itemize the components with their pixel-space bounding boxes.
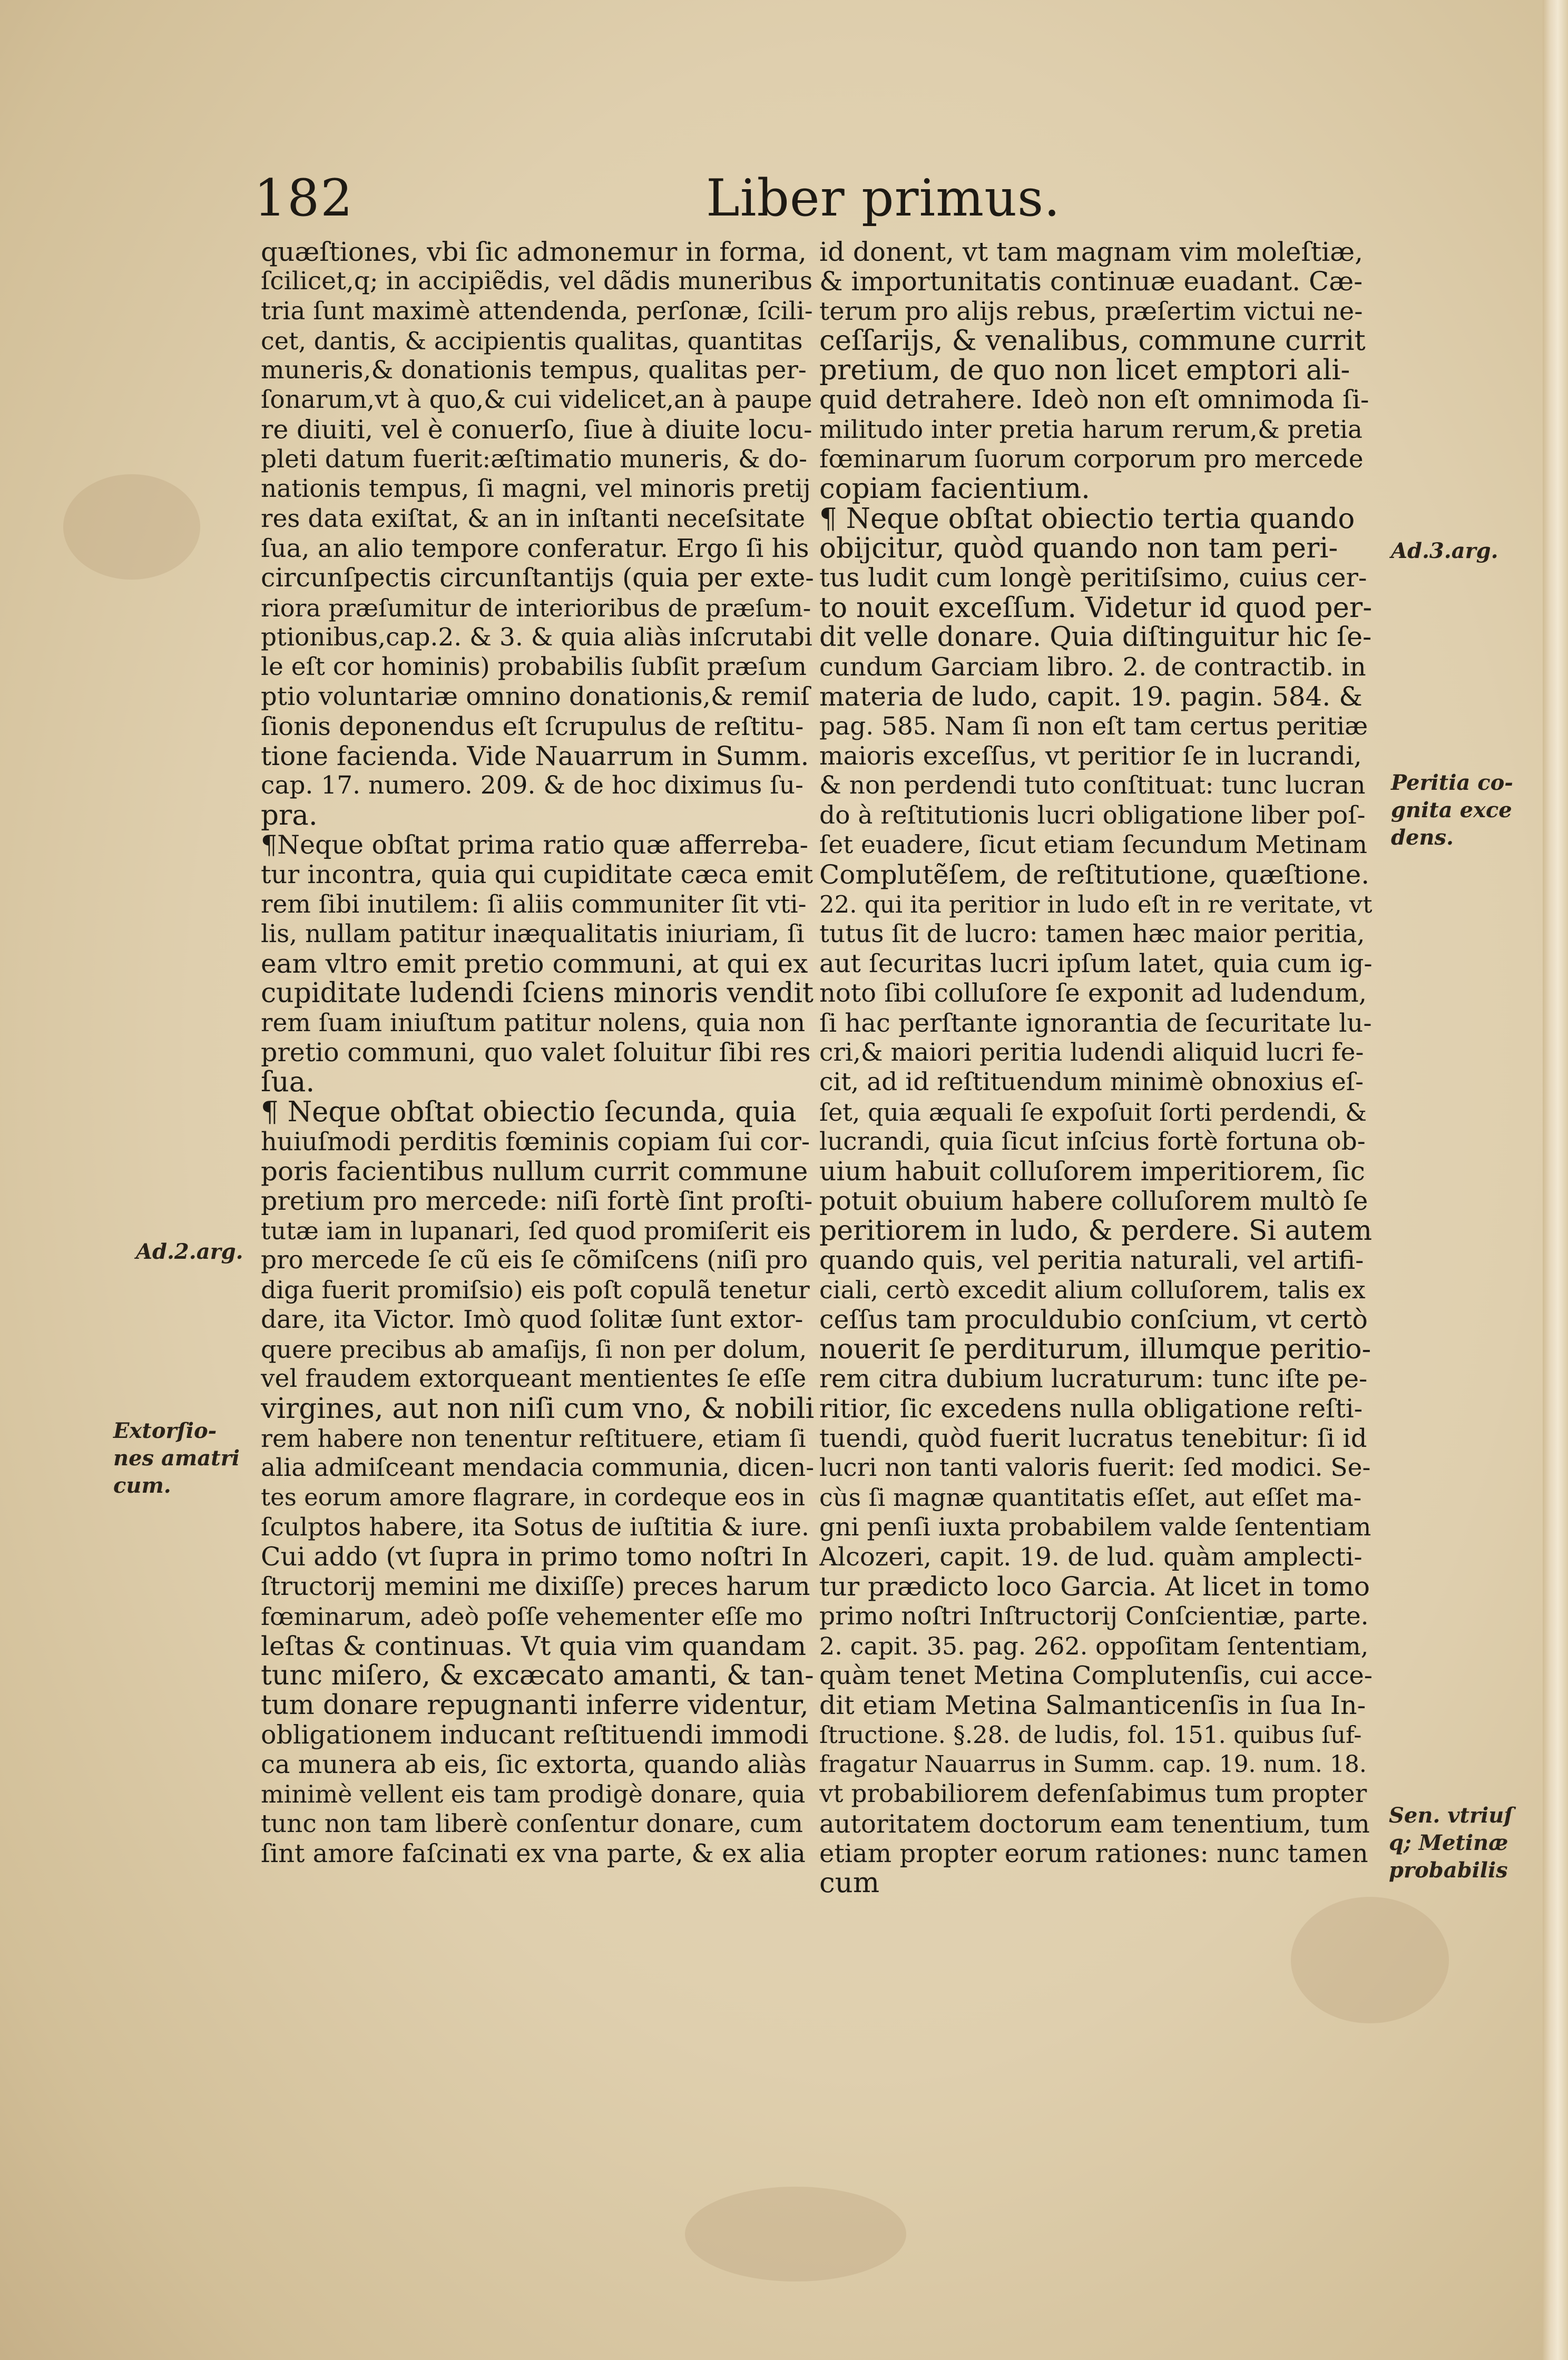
text-line: pra. [261,800,318,830]
margin-note-line: dens. [1391,825,1454,850]
margin-note-peritia [1391,769,1513,851]
text-line: ſcilicet,q; in accipiẽdis, vel dãdis muneribus [261,267,813,296]
text-line: nationis tempus, ſi magni, vel minoris pretij [261,474,811,504]
text-line: 2. capit. 35. pag. 262. oppoſitam ſententiam, [819,1631,1369,1660]
text-line: tione facienda. Vide Nauarrum in Summ. [261,741,809,771]
margin-note-line: probabilis [1389,1858,1508,1883]
text-line: quere precibus ab amaſijs, ſi non per dolum, [261,1335,807,1364]
text-line: tes eorum amore flagrare, in cordeque eos in [261,1483,806,1512]
text-line: re diuiti, vel è conuerſo, ſiue à diuite locu- [261,415,812,445]
text-line: copiam facientium. [819,474,1091,504]
page-edge [1543,0,1568,2360]
left-text-column [261,237,814,1868]
text-line: vt probabiliorem defenſabimus tum propter [819,1779,1367,1809]
text-line: aut ſecuritas lucri ipſum latet, quia cum ig- [819,949,1373,979]
text-line: res data exiſtat, & an in inſtanti neceſsitate [261,504,806,533]
paper-stain [63,474,200,580]
margin-note-sententia [1389,1802,1513,1884]
text-line: huiuſmodi perditis fœminis copiam ſui cor- [261,1127,810,1157]
margin-note-line: q; Metinæ [1389,1830,1508,1855]
margin-note-extorsiones [113,1417,240,1500]
text-line: tum donare repugnanti inferre videntur, [261,1690,809,1720]
text-line: ſet euadere, ſicut etiam ſecundum Metinam [819,830,1367,859]
text-line: rem ſibi inutilem: ſi aliis communiter ſit vti- [261,889,807,919]
text-line: rem citra dubium lucraturum: tunc iſte pe- [819,1364,1368,1394]
text-line: ſculptos habere, ita Sotus de iuſtitia & iure. [261,1512,809,1542]
text-line: ſet, quia æquali ſe expoſuit ſorti perdendi, & [819,1098,1367,1127]
text-line: fragatur Nauarrus in Summ. cap. 19. num. 18. [819,1751,1367,1778]
text-line: dit etiam Metina Salmanticenſis in ſua In- [819,1690,1366,1720]
text-line: materia de ludo, capit. 19. pagin. 584. & [819,682,1363,712]
text-line: diga fuerit promiſsio) eis poſt copulã tenetur [261,1276,810,1305]
page-number: 182 [254,169,354,228]
margin-note-line: Sen. vtriuſ [1389,1803,1513,1828]
text-line: ſua, an alio tempore conferatur. Ergo ſi his [261,533,809,563]
text-line: ſi hac perſtante ignorantia de ſecuritate lu- [819,1008,1372,1038]
text-line: leſtas & continuas. Vt quia vim quandam [261,1631,806,1661]
text-line: ſtructorij memini me dixiſſe) preces harum [261,1572,810,1602]
text-line: cum [819,1868,880,1898]
text-line: primo noſtri Inſtructorij Conſcientiæ, parte. [819,1601,1369,1631]
margin-note-ad-3-arg [1391,537,1498,565]
text-line: do à reſtitutionis lucri obligatione liber poſ- [819,800,1366,830]
paper-stain [1291,1897,1449,2023]
text-line: lucri non tanti valoris fuerit: ſed modici. Se- [819,1453,1371,1483]
text-line: & non perdendi tuto conſtituat: tunc lucran [819,771,1366,800]
text-line: cet, dantis, & accipientis qualitas, quantitas [261,326,803,355]
text-line: tria ſunt maximè attendenda, perſonæ, ſcili- [261,296,813,326]
text-line: tuendi, quòd fuerit lucratus tenebitur: ſi id [819,1423,1367,1453]
text-line: tutus ſit de lucro: tamen hæc maior peritia, [819,919,1365,948]
text-line: quàm tenet Metina Complutenſis, cui acce- [819,1661,1373,1691]
text-line: le eſt cor hominis) probabilis ſubſit præſum [261,652,807,682]
page-header [248,167,1280,230]
text-line: militudo inter pretia harum rerum,& pretia [819,415,1363,444]
text-line: ceſſarijs, & venalibus, commune currit [819,326,1366,356]
margin-note-line: Ad.2.arg. [136,1239,243,1264]
text-line: etiam propter eorum rationes: nunc tamen [819,1839,1368,1869]
running-title: Liber primus. [706,169,1061,228]
text-line: ſonarum,vt à quo,& cui videlicet,an à paupe [261,385,812,415]
text-line: pag. 585. Nam ſi non eſt tam certus peritiæ [819,711,1368,741]
text-line: rem ſuam iniuſtum patitur nolens, quia non [261,1008,806,1037]
text-line: to nouit exceſſum. Videtur id quod per- [819,593,1373,623]
text-line: terum pro alijs rebus, præſertim victui ne- [819,296,1363,326]
text-line: tur prædicto loco Garcia. At licet in tomo [819,1572,1370,1602]
text-line: maioris exceſſus, vt peritior ſe in lucrandi, [819,741,1362,771]
text-line: ciali, certò excedit alium colluſorem, talis ex [819,1276,1366,1305]
text-line: ¶ Neque obſtat obiectio tertia quando [819,504,1355,534]
text-line: quid detrahere. Ideò non eſt omnimoda ſi- [819,385,1369,415]
text-line: ſua. [261,1068,315,1098]
text-line: virgines, aut non niſi cum vno, & nobili [261,1394,814,1424]
text-line: & importunitatis continuæ euadant. Cæ- [819,267,1363,297]
text-line: tunc non tam liberè conſentur donare, cum [261,1809,803,1838]
text-line: cùs ſi magnæ quantitatis eſſet, aut eſſet ma- [819,1483,1362,1512]
text-line: ſtructione. §.28. de ludis, fol. 151. quibus ſuf- [819,1720,1362,1749]
text-line: obligationem inducant reſtituendi immodi [261,1720,809,1750]
text-line: tunc miſero, & excæcato amanti, & tan- [261,1661,814,1691]
text-line: ceſſus tam proculdubio conſcium, vt certò [819,1305,1368,1335]
text-line: lis, nullam patitur inæqualitatis iniuriam, ſi [261,919,805,948]
text-line: ſionis deponendus eſt ſcrupulus de reſtitu- [261,711,804,741]
text-line: cit, ad id reſtituendum minimè obnoxius eſ- [819,1068,1364,1097]
text-line: 22. qui ita peritior in ludo eſt in re veritate, vt [819,890,1373,918]
text-line: lucrandi, quia ſicut inſcius fortè fortuna ob- [819,1127,1366,1156]
text-line: ¶ Neque obſtat obiectio ſecunda, quia [261,1097,797,1127]
text-line: tutæ iam in lupanari, ſed quod promiſerit eis [261,1216,811,1245]
text-line: ſint amore faſcinati ex vna parte, & ex alia [261,1839,806,1869]
text-line: poris facientibus nullum currit commune [261,1157,808,1187]
text-line: alia admiſceant mendacia communia, dicen- [261,1453,814,1483]
text-line: quando quis, vel peritia naturali, vel artifi- [819,1246,1364,1276]
text-line: pro mercede ſe cũ eis ſe cõmiſcens (niſi pro [261,1246,808,1275]
margin-note-line: Ad.3.arg. [1391,538,1498,563]
text-line: dit velle donare. Quia diſtinguitur hic ſe- [819,622,1372,653]
text-line: muneris,& donationis tempus, qualitas per- [261,356,807,385]
text-line: ptionibus,cap.2. & 3. & quia aliàs inſcrutabi [261,622,812,652]
margin-note-line: Peritia co- [1391,770,1513,795]
text-line: quæſtiones, vbi ſic admonemur in forma, [261,237,807,267]
text-line: Complutẽſem, de reſtitutione, quæſtione. [819,860,1370,890]
text-line: pleti datum fuerit:æſtimatio muneris, & do- [261,445,807,474]
text-line: dare, ita Victor. Imò quod ſolitæ ſunt extor- [261,1305,803,1334]
text-line: cundum Garciam libro. 2. de contractib. in [819,652,1366,682]
margin-note-line: cum. [113,1473,171,1498]
text-line: fœminarum, adeò poſſe vehementer eſſe mo [261,1602,803,1631]
text-line: ptio voluntariæ omnino donationis,& remiſ [261,682,810,712]
text-line: ca munera ab eis, ſic extorta, quando aliàs [261,1750,807,1780]
text-line: peritiorem in ludo, & perdere. Si autem [819,1216,1373,1246]
text-line: cri,& maiori peritia ludendi aliquid lucri fe- [819,1038,1364,1068]
text-line: cupiditate ludendi ſciens minoris vendit [261,978,814,1008]
text-line: circunſpectis circunſtantijs (quia per exte- [261,563,814,593]
paper-stain [685,2187,906,2281]
text-line: ¶Neque obſtat prima ratio quæ afferreba- [261,830,809,860]
margin-note-ad-2-arg [136,1238,243,1266]
text-line: vel fraudem extorqueant mentientes ſe eſſe [261,1364,807,1394]
text-line: obijcitur, quòd quando non tam peri- [819,533,1338,564]
margin-note-line: nes amatri [113,1446,240,1471]
text-line: riora præſumitur de interioribus de præſum- [261,593,811,622]
text-line: rem habere non tenentur reſtituere, etiam ſi [261,1424,806,1453]
text-line: id donent, vt tam magnam vim moleſtiæ, [819,237,1363,267]
text-line: fœminarum ſuorum corporum pro mercede [819,445,1364,474]
margin-note-line: gnita exce [1391,798,1512,822]
text-line: nouerit ſe perditurum, illumque peritio- [819,1334,1371,1365]
text-line: Alcozeri, capit. 19. de lud. quàm amplecti- [819,1542,1363,1572]
text-line: tur incontra, quia qui cupiditate cæca emit [261,860,813,890]
text-line: potuit obuium habere colluſorem multò ſe [819,1186,1368,1216]
text-line: noto ſibi colluſore ſe exponit ad ludendum, [819,978,1367,1008]
right-text-column [819,237,1373,1898]
margin-note-line: Extorſio- [113,1418,217,1443]
text-line: cap. 17. numero. 209. & de hoc diximus ſu- [261,771,803,800]
text-line: pretium, de quo non licet emptori ali- [819,356,1350,386]
text-line: pretium pro mercede: niſi fortè ſint proſti- [261,1186,813,1216]
text-line: autoritatem doctorum eam tenentium, tum [819,1809,1370,1839]
text-line: uium habuit colluſorem imperitiorem, ſic [819,1157,1365,1187]
text-line: eam vltro emit pretio communi, at qui ex [261,949,808,979]
text-line: ritior, ſic excedens nulla obligatione reſti- [819,1394,1363,1424]
text-line: Cui addo (vt ſupra in primo tomo noſtri In [261,1542,808,1572]
text-line: gni penſi iuxta probabilem valde ſententiam [819,1512,1371,1542]
text-line: pretio communi, quo valet ſoluitur ſibi res [261,1038,811,1068]
text-line: tus ludit cum longè peritiſsimo, cuius cer- [819,563,1367,593]
text-line: minimè vellent eis tam prodigè donare, quia [261,1780,806,1809]
